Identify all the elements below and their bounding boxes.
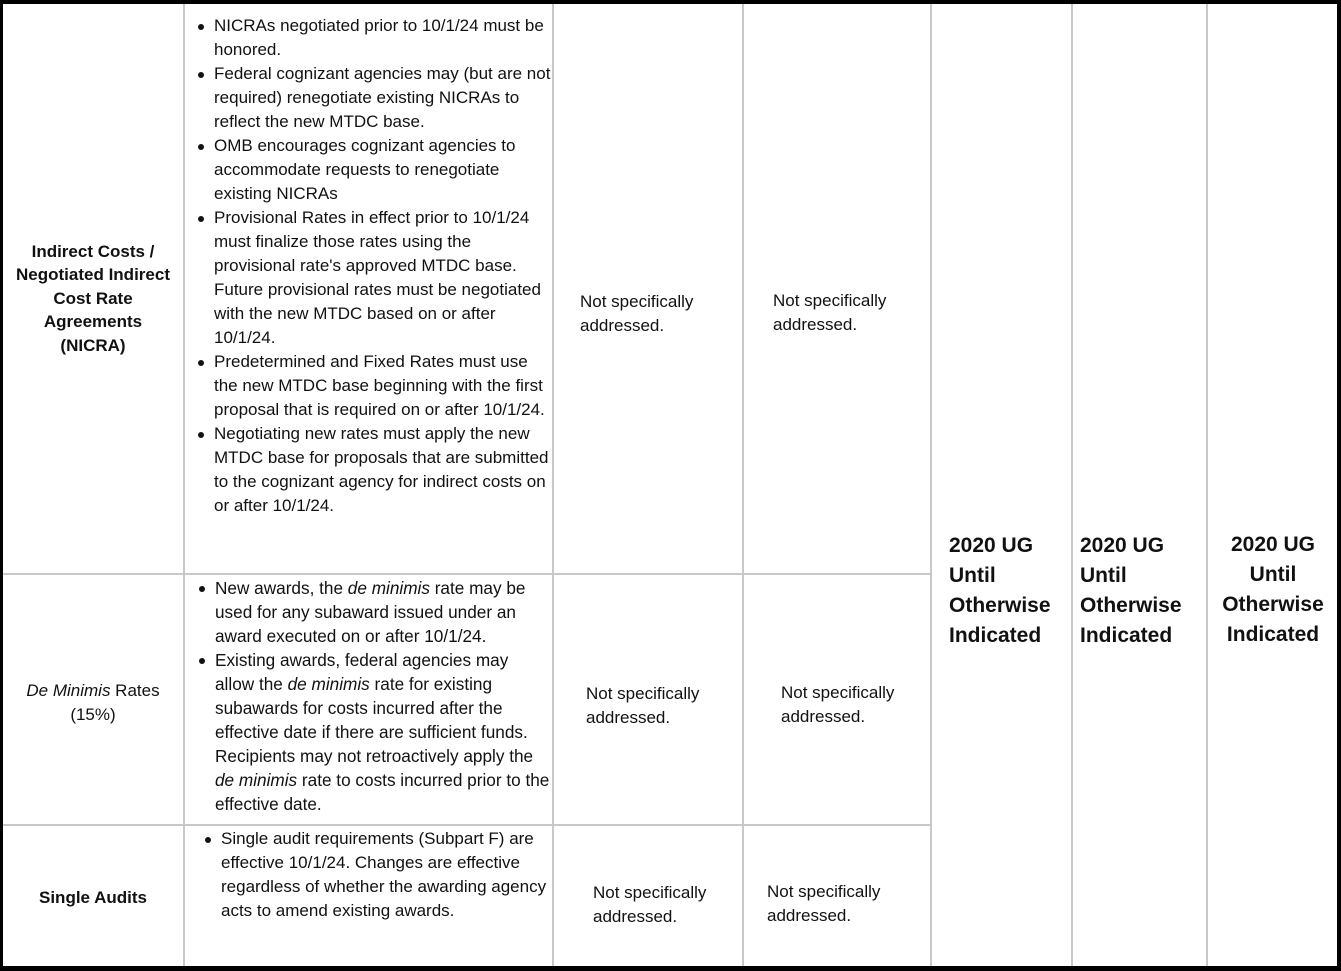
row-label-indirect-costs xyxy=(3,4,183,573)
not-addressed-text: Not specifically addressed. xyxy=(767,882,881,925)
bullet-item: Federal cognizant agencies may (but are not required) renegotiate existing NICRAs to reflect the new MTDC base. xyxy=(214,62,551,134)
bullet-item: NICRAs negotiated prior to 10/1/24 must be honored. xyxy=(214,14,551,62)
gridline xyxy=(552,4,554,966)
bullet-item: Predetermined and Fixed Rates must use the new MTDC base beginning with the first proposal that is required on or after 10/1/24. xyxy=(214,350,551,422)
bullet-list xyxy=(185,576,551,816)
comparison-table xyxy=(3,4,1337,966)
merged-ug-cell-3: 2020 UG Until Otherwise Indicated xyxy=(1222,533,1324,646)
bullet-list xyxy=(185,827,551,923)
bullet-item: Provisional Rates in effect prior to 10/1/24 must finalize those rates using the provisional rate's approved MTDC base. Future provisional rates must be negotiated with the new MTDC based on or after 10/1/24. xyxy=(214,206,551,350)
indirect-costs-details xyxy=(185,14,551,518)
not-addressed-text: Not specifically addressed. xyxy=(781,683,895,726)
de-minimis-details xyxy=(185,576,551,822)
row-label-line1 xyxy=(26,679,159,703)
row-label-text: Indirect Costs / Negotiated Indirect Cost Rate Agreements (NICRA) xyxy=(16,241,170,355)
row-label-italic: De Minimis xyxy=(26,681,111,700)
row-label-text: Single Audits xyxy=(39,888,147,908)
merged-ug-cell-1: 2020 UG Until Otherwise Indicated xyxy=(949,534,1051,647)
bullet-item: New awards, the de minimis rate may be used for any subaward issued under an award executed on or after 10/1/24. xyxy=(215,576,551,648)
gridline xyxy=(1071,4,1073,966)
bullet-list xyxy=(185,14,551,518)
row-label-line2: (15%) xyxy=(70,704,116,724)
gridline xyxy=(1206,4,1208,966)
not-addressed-text: Not specifically addressed. xyxy=(593,883,707,926)
single-audits-details xyxy=(185,827,551,923)
gridline xyxy=(742,4,744,966)
row-label-rest: Rates xyxy=(110,681,160,700)
gridline xyxy=(930,4,932,966)
bullet-item: Existing awards, federal agencies may allow the de minimis rate for existing subawards for costs incurred after the effective date if there are sufficient funds. Recipients may not retroactively apply the de minimis rate to costs incurred prior to the effective date. xyxy=(215,650,550,814)
bullet-item: OMB encourages cognizant agencies to accommodate requests to renegotiate existing NICRAs xyxy=(214,134,551,206)
bullet-item: Negotiating new rates must apply the new MTDC base for proposals that are submitted to the cognizant agency for indirect costs on or after 10/1/24. xyxy=(214,422,551,518)
not-addressed-text: Not specifically addressed. xyxy=(773,291,887,334)
merged-ug-cell-2: 2020 UG Until Otherwise Indicated xyxy=(1080,534,1182,647)
row-label-single-audits xyxy=(3,826,183,966)
not-addressed-text: Not specifically addressed. xyxy=(580,292,694,335)
row-label-de-minimis xyxy=(3,575,183,824)
bullet-item: Single audit requirements (Subpart F) are effective 10/1/24. Changes are effective regardless of whether the awarding agency acts to amend existing awards. xyxy=(221,827,551,923)
not-addressed-text: Not specifically addressed. xyxy=(586,684,700,727)
